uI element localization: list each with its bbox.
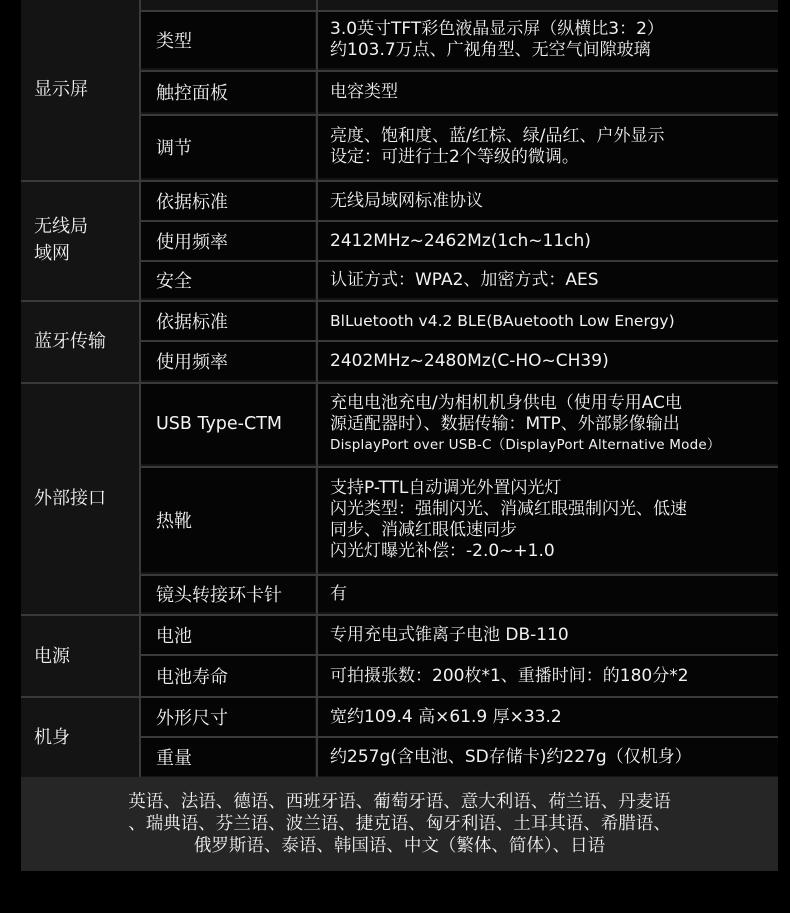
- divider: [141, 466, 778, 468]
- divider: [141, 114, 778, 116]
- spec-table: [21, 0, 778, 871]
- value-line: 无线局域网标准协议: [330, 190, 483, 211]
- spec-label: 触控面板: [156, 83, 228, 104]
- divider: [21, 180, 778, 182]
- value-line: DisplayPort over USB-C（DisplayPort Alternative Mode）: [330, 436, 721, 453]
- value-line: 2402MHz~2480Mz(C-HO~CH39): [330, 350, 609, 371]
- category-label: 外部接口: [34, 487, 106, 509]
- value-line: 设定：可进行士2个等级的微调。: [330, 147, 579, 167]
- value-battery-life: [318, 656, 778, 696]
- value-wlan-frequency: [318, 222, 778, 260]
- category-label: 蓝牙传输: [34, 330, 106, 352]
- value-line: 源适配器时）、数据传输：MTP、外部影像输出: [330, 413, 680, 434]
- value-line: 充电电池充电/为相机机身供电（使用专用AC电: [330, 392, 682, 413]
- category-display: [21, 0, 137, 178]
- divider: [21, 696, 778, 698]
- language-line: 俄罗斯语、泰语、韩国语、中文（繁体、简体）、日语: [193, 836, 606, 856]
- value-battery: [318, 616, 778, 654]
- value-adjust: [318, 116, 778, 178]
- label-battery-life: [141, 656, 315, 696]
- value-line: 2412MHz~2462Mz(1ch~11ch): [330, 230, 591, 251]
- spec-label: 调节: [156, 138, 192, 159]
- spec-label: 重量: [156, 748, 192, 769]
- value-line: 3.0英寸TFT彩色液晶显示屏（纵横比3：2）: [330, 19, 664, 39]
- label-bt-frequency: [141, 342, 315, 380]
- spec-label: 镜头转接环卡针: [156, 585, 282, 606]
- language-line: 英语、法语、德语、西班牙语、葡萄牙语、意大利语、荷兰语、丹麦语: [128, 792, 671, 812]
- label-bt-standard: [141, 302, 315, 340]
- spec-label: 电池: [156, 626, 192, 647]
- spec-label: 外形尺寸: [156, 708, 228, 729]
- value-display-type: [318, 12, 778, 68]
- label-adjust: [141, 116, 315, 178]
- divider: [316, 0, 318, 777]
- value-line: 可拍摄张数：200枚*1、重播时间：的180分*2: [330, 665, 689, 686]
- divider: [141, 10, 778, 12]
- label-wlan-security: [141, 262, 315, 298]
- value-wlan-standard: [318, 182, 778, 220]
- label-hotshoe: [141, 468, 315, 572]
- spec-label: 使用频率: [156, 352, 228, 373]
- value-line: 专用充电式锥离子电池 DB-110: [330, 624, 569, 645]
- divider: [141, 654, 778, 656]
- value-line: 电容类型: [330, 81, 398, 102]
- divider: [141, 574, 778, 576]
- label-dimensions: [141, 698, 315, 736]
- value-line: 有: [330, 583, 347, 604]
- value-lens-pin: [318, 576, 778, 612]
- category-label: 电源: [34, 645, 70, 667]
- divider: [141, 220, 778, 222]
- value-line: 闪光类型：强制闪光、消减红眼强制闪光、低速: [330, 499, 687, 519]
- value-line: 同步、消减红眼低速同步: [330, 520, 517, 540]
- value-line: BlLuetooth v4.2 BLE(BAuetooth Low Energy): [330, 311, 675, 330]
- value-line: 闪光灯曝光补偿：-2.0~+1.0: [330, 541, 555, 561]
- category-wlan: [21, 182, 137, 298]
- label-usb: [141, 384, 315, 464]
- language-list: [21, 777, 778, 871]
- category-label: 无线局域网: [34, 216, 88, 264]
- divider: [141, 736, 778, 738]
- value-line: 亮度、饱和度、蓝/红棕、绿/品红、户外显示: [330, 126, 665, 146]
- label-display-type: [141, 12, 315, 68]
- value-bt-standard: [318, 302, 778, 340]
- label-weight: [141, 738, 315, 776]
- spec-label: 类型: [156, 31, 192, 52]
- spec-label: 热靴: [156, 511, 192, 532]
- value-dimensions: [318, 698, 778, 736]
- value-line: 支持P-TTL自动调光外置闪光灯: [330, 478, 562, 498]
- category-power: [21, 616, 137, 696]
- spec-label: USB Type-CTM: [156, 414, 283, 434]
- divider: [139, 0, 141, 777]
- label-wlan-frequency: [141, 222, 315, 260]
- divider: [21, 614, 778, 616]
- value-touch-panel: [318, 72, 778, 112]
- label-lens-pin: [141, 576, 315, 612]
- label-battery: [141, 616, 315, 654]
- category-ports: [21, 384, 137, 612]
- spec-label: 使用频率: [156, 232, 228, 253]
- spec-label: 依据标准: [156, 312, 228, 333]
- category-label: 显示屏: [34, 78, 88, 100]
- value-line: 认证方式：WPA2、加密方式：AES: [330, 269, 599, 290]
- label-wlan-standard: [141, 182, 315, 220]
- divider: [141, 70, 778, 72]
- language-line: 、瑞典语、芬兰语、波兰语、捷克语、匈牙利语、土耳其语、希腊语、: [128, 814, 671, 834]
- spec-label: 电池寿命: [156, 667, 228, 688]
- spec-label: 依据标准: [156, 192, 228, 213]
- value-line: 约257g(含电池、SD存储卡)约227g（仅机身）: [330, 746, 692, 767]
- value-weight: [318, 738, 778, 776]
- value-bt-frequency: [318, 342, 778, 380]
- value-line: 约103.7万点、广视角型、无空气间隙玻璃: [330, 40, 651, 60]
- divider: [141, 260, 778, 262]
- category-body: [21, 698, 137, 776]
- divider: [141, 340, 778, 342]
- category-label: 机身: [34, 726, 70, 748]
- divider: [21, 300, 778, 302]
- label-touch-panel: [141, 72, 315, 112]
- value-line: 宽约109.4 高×61.9 厚×33.2: [330, 706, 562, 727]
- divider: [21, 382, 778, 384]
- category-bluetooth: [21, 302, 137, 380]
- value-hotshoe: [318, 468, 778, 572]
- value-wlan-security: [318, 262, 778, 298]
- value-usb: [318, 384, 778, 464]
- spec-label: 安全: [156, 271, 192, 292]
